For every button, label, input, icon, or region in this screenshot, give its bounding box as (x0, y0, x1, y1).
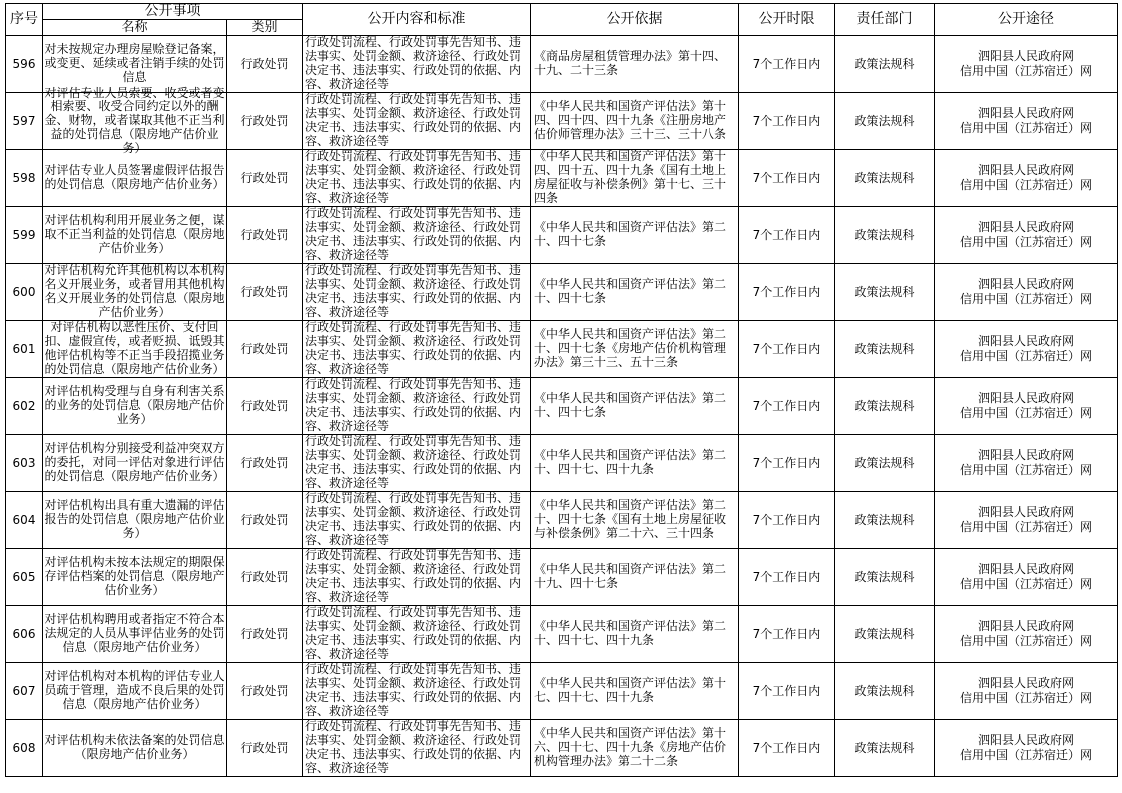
cell-channel (935, 492, 1118, 549)
header-basis: 公开依据 (531, 4, 739, 36)
cell-channel (935, 720, 1118, 777)
cell-content (303, 606, 531, 663)
cell-name-text: 对评估专业人员签署虚假评估报告的处罚信息（限房地产估价业务） (44, 163, 225, 191)
cell-name-text: 对评估机构未按本法规定的期限保存评估档案的处罚信息（限房地产估价业务） (44, 555, 225, 597)
channel-credit-china: 信用中国（江苏宿迁）网 (959, 178, 1092, 192)
channel-credit-china: 信用中国（江苏宿迁）网 (959, 235, 1092, 249)
cell-content (303, 549, 531, 606)
cell-name-text: 对评估机构聘用或者指定不符合本法规定的人员从事评估业务的处罚信息（限房地产估价业务） (44, 612, 225, 654)
cell-name (43, 606, 227, 663)
cell-name (43, 36, 227, 93)
cell-name (43, 207, 227, 264)
cell-category (227, 150, 303, 207)
cell-channel (935, 549, 1118, 606)
cell-time (739, 378, 835, 435)
cell-content (303, 321, 531, 378)
cell-content (303, 264, 531, 321)
cell-time-text: 7个工作日内 (752, 284, 821, 299)
cell-seq (6, 264, 43, 321)
cell-dept-text: 政策法规科 (854, 227, 915, 242)
channel-credit-china: 信用中国（江苏宿迁）网 (959, 406, 1092, 420)
cell-category (227, 549, 303, 606)
channel-county-gov: 泗阳县人民政府网 (977, 448, 1074, 462)
cell-content (303, 150, 531, 207)
channel-credit-china: 信用中国（江苏宿迁）网 (959, 121, 1092, 135)
cell-category-text: 行政处罚 (240, 455, 289, 470)
cell-category-text: 行政处罚 (240, 341, 289, 356)
cell-seq-text: 603 (12, 455, 36, 470)
channel-credit-china: 信用中国（江苏宿迁）网 (959, 463, 1092, 477)
table-row (6, 606, 1118, 663)
channel-county-gov: 泗阳县人民政府网 (977, 277, 1074, 291)
cell-content (303, 720, 531, 777)
cell-name (43, 378, 227, 435)
cell-channel (935, 606, 1118, 663)
cell-dept (835, 606, 935, 663)
channel-county-gov: 泗阳县人民政府网 (977, 619, 1074, 633)
table-row (6, 435, 1118, 492)
cell-dept-text: 政策法规科 (854, 455, 915, 470)
cell-seq-text: 598 (12, 170, 36, 185)
cell-time-text: 7个工作日内 (752, 455, 821, 470)
cell-basis (531, 663, 739, 720)
cell-category-text: 行政处罚 (240, 626, 289, 641)
cell-channel (935, 93, 1118, 150)
table-row (6, 93, 1118, 150)
cell-category-text: 行政处罚 (240, 227, 289, 242)
cell-category-text: 行政处罚 (240, 740, 289, 755)
cell-time-text: 7个工作日内 (752, 626, 821, 641)
cell-dept-text: 政策法规科 (854, 740, 915, 755)
channel-county-gov: 泗阳县人民政府网 (977, 49, 1074, 63)
cell-seq (6, 93, 43, 150)
cell-content-text: 行政处罚流程、行政处罚事先告知书、违法事实、处罚金额、救济途径、行政处罚决定书、违法事实、行政处罚的依据、内容、救济途径等 (305, 605, 522, 661)
channel-county-gov: 泗阳县人民政府网 (977, 163, 1074, 177)
cell-seq (6, 549, 43, 606)
cell-name-text: 对未按规定办理房屋赊登记备案，或变更、延续或者注销手续的处罚信息 (44, 42, 225, 84)
cell-seq-text: 607 (12, 683, 36, 698)
cell-basis (531, 93, 739, 150)
cell-time (739, 264, 835, 321)
table-row (6, 264, 1118, 321)
cell-seq (6, 492, 43, 549)
channel-county-gov: 泗阳县人民政府网 (977, 220, 1074, 234)
cell-seq-text: 605 (12, 569, 36, 584)
cell-time (739, 720, 835, 777)
cell-dept (835, 663, 935, 720)
cell-basis (531, 150, 739, 207)
cell-name-text: 对评估机构受理与自身有利害关系的业务的处罚信息（限房地产估价业务） (44, 384, 225, 426)
header-category: 类别 (227, 20, 303, 36)
cell-content (303, 492, 531, 549)
cell-category (227, 207, 303, 264)
disclosure-table (5, 3, 1118, 777)
cell-time (739, 435, 835, 492)
cell-basis-text: 《中华人民共和国资产评估法》第二十、四十七条《房地产估价机构管理办法》第三十三、五十三条 (534, 327, 727, 369)
cell-category (227, 93, 303, 150)
cell-category (227, 663, 303, 720)
cell-category (227, 378, 303, 435)
cell-name-text: 对评估机构分别接受利益冲突双方的委托，对同一评估对象进行评估的处罚信息（限房地产估价业务） (44, 441, 225, 483)
cell-dept (835, 264, 935, 321)
channel-credit-china: 信用中国（江苏宿迁）网 (959, 520, 1092, 534)
cell-name-text: 对评估机构对本机构的评估专业人员疏于管理，造成不良后果的处罚信息（限房地产估价业务） (44, 669, 225, 711)
cell-name (43, 720, 227, 777)
cell-name (43, 549, 227, 606)
cell-dept-text: 政策法规科 (854, 170, 915, 185)
table-row (6, 36, 1118, 93)
cell-channel (935, 36, 1118, 93)
cell-dept (835, 492, 935, 549)
cell-content-text: 行政处罚流程、行政处罚事先告知书、违法事实、处罚金额、救济途径、行政处罚决定书、违法事实、行政处罚的依据、内容、救济途径等 (305, 149, 522, 205)
cell-channel (935, 150, 1118, 207)
cell-basis-text: 《中华人民共和国资产评估法》第二十、四十七条《国有土地上房屋征收与补偿条例》第二十六、三十四条 (534, 498, 727, 540)
cell-dept (835, 720, 935, 777)
cell-basis (531, 264, 739, 321)
cell-dept (835, 321, 935, 378)
cell-time (739, 36, 835, 93)
cell-content-text: 行政处罚流程、行政处罚事先告知书、违法事实、处罚金额、救济途径、行政处罚决定书、违法事实、行政处罚的依据、内容、救济途径等 (305, 719, 522, 775)
header-seq: 序号 (6, 4, 43, 36)
table-row (6, 150, 1118, 207)
cell-channel (935, 663, 1118, 720)
cell-time (739, 606, 835, 663)
cell-seq-text: 606 (12, 626, 36, 641)
cell-seq (6, 150, 43, 207)
header-dept: 责任部门 (835, 4, 935, 36)
cell-category (227, 36, 303, 93)
cell-basis-text: 《中华人民共和国资产评估法》第十四、四十四、四十九条《注册房地产估价师管理办法》三十三、三十八条 (534, 99, 727, 141)
cell-channel (935, 207, 1118, 264)
cell-channel (935, 264, 1118, 321)
cell-seq (6, 606, 43, 663)
channel-county-gov: 泗阳县人民政府网 (977, 676, 1074, 690)
channel-county-gov: 泗阳县人民政府网 (977, 106, 1074, 120)
cell-content (303, 93, 531, 150)
channel-county-gov: 泗阳县人民政府网 (977, 391, 1074, 405)
cell-dept (835, 378, 935, 435)
cell-name-text: 对评估机构以恶性压价、支付回扣、虚假宣传，或者贬损、诋毁其他评估机构等不正当手段招揽业务的处罚信息（限房地产估价业务） (44, 320, 225, 376)
cell-time (739, 663, 835, 720)
cell-time-text: 7个工作日内 (752, 398, 821, 413)
cell-content-text: 行政处罚流程、行政处罚事先告知书、违法事实、处罚金额、救济途径、行政处罚决定书、违法事实、行政处罚的依据、内容、救济途径等 (305, 320, 522, 376)
cell-name-text: 对评估机构利用开展业务之便，谋取不正当利益的处罚信息（限房地产估价业务） (44, 213, 225, 255)
channel-credit-china: 信用中国（江苏宿迁）网 (959, 634, 1092, 648)
cell-dept-text: 政策法规科 (854, 398, 915, 413)
cell-time (739, 549, 835, 606)
channel-credit-china: 信用中国（江苏宿迁）网 (959, 748, 1092, 762)
cell-basis (531, 36, 739, 93)
cell-time (739, 93, 835, 150)
cell-seq-text: 599 (12, 227, 36, 242)
cell-basis-text: 《商品房屋租赁管理办法》第十四、十九、二十三条 (534, 49, 727, 77)
header-name: 名称 (43, 20, 227, 36)
cell-content (303, 36, 531, 93)
cell-dept-text: 政策法规科 (854, 284, 915, 299)
cell-dept-text: 政策法规科 (854, 569, 915, 584)
cell-basis (531, 720, 739, 777)
cell-time-text: 7个工作日内 (752, 56, 821, 71)
cell-time (739, 492, 835, 549)
cell-category (227, 321, 303, 378)
cell-name-text: 对评估机构出具有重大遗漏的评估报告的处罚信息（限房地产估价业务） (44, 498, 225, 540)
cell-name-text: 对评估机构允许其他机构以本机构名义开展业务，或者冒用其他机构名义开展业务的处罚信息（限房地产估价业务） (44, 263, 225, 319)
cell-category-text: 行政处罚 (240, 512, 289, 527)
cell-basis-text: 《中华人民共和国资产评估法》第二十、四十七、四十九条 (534, 448, 727, 476)
cell-basis (531, 207, 739, 264)
cell-name (43, 663, 227, 720)
cell-time-text: 7个工作日内 (752, 170, 821, 185)
cell-category (227, 720, 303, 777)
cell-time-text: 7个工作日内 (752, 740, 821, 755)
header-content: 公开内容和标准 (303, 4, 531, 36)
cell-category (227, 264, 303, 321)
cell-basis (531, 435, 739, 492)
table-row (6, 207, 1118, 264)
cell-category (227, 606, 303, 663)
cell-dept (835, 207, 935, 264)
cell-seq-text: 604 (12, 512, 36, 527)
cell-basis-text: 《中华人民共和国资产评估法》第十四、四十五、四十九条《国有土地上房屋征收与补偿条例》第十七、三十四条 (534, 149, 727, 205)
cell-name (43, 150, 227, 207)
cell-seq-text: 602 (12, 398, 36, 413)
channel-credit-china: 信用中国（江苏宿迁）网 (959, 64, 1092, 78)
cell-category-text: 行政处罚 (240, 398, 289, 413)
cell-category-text: 行政处罚 (240, 569, 289, 584)
channel-credit-china: 信用中国（江苏宿迁）网 (959, 292, 1092, 306)
cell-seq-text: 596 (12, 56, 36, 71)
cell-channel (935, 378, 1118, 435)
cell-category (227, 435, 303, 492)
cell-time (739, 150, 835, 207)
cell-seq (6, 321, 43, 378)
cell-content (303, 435, 531, 492)
cell-time-text: 7个工作日内 (752, 341, 821, 356)
cell-name-text: 对评估专业人员索要、收受或者变相索要、收受合同约定以外的酬金、财物，或者谋取其他不正当利益的处罚信息（限房地产估价业务） (44, 85, 225, 155)
cell-basis-text: 《中华人民共和国资产评估法》第二十九、四十七条 (534, 562, 727, 590)
cell-content (303, 207, 531, 264)
cell-name (43, 85, 227, 155)
cell-category-text: 行政处罚 (240, 56, 289, 71)
channel-county-gov: 泗阳县人民政府网 (977, 334, 1074, 348)
cell-basis (531, 321, 739, 378)
cell-dept-text: 政策法规科 (854, 341, 915, 356)
cell-dept-text: 政策法规科 (854, 512, 915, 527)
table-row (6, 378, 1118, 435)
cell-channel (935, 321, 1118, 378)
cell-basis-text: 《中华人民共和国资产评估法》第二十、四十七、四十九条 (534, 619, 727, 647)
cell-seq (6, 435, 43, 492)
cell-content-text: 行政处罚流程、行政处罚事先告知书、违法事实、处罚金额、救济途径、行政处罚决定书、违法事实、行政处罚的依据、内容、救济途径等 (305, 35, 522, 91)
channel-county-gov: 泗阳县人民政府网 (977, 733, 1074, 747)
cell-dept (835, 36, 935, 93)
cell-time-text: 7个工作日内 (752, 512, 821, 527)
cell-basis (531, 549, 739, 606)
header-channel: 公开途径 (935, 4, 1118, 36)
header-time: 公开时限 (739, 4, 835, 36)
cell-name (43, 321, 227, 378)
cell-dept (835, 93, 935, 150)
cell-dept-text: 政策法规科 (854, 683, 915, 698)
cell-time-text: 7个工作日内 (752, 683, 821, 698)
cell-content-text: 行政处罚流程、行政处罚事先告知书、违法事实、处罚金额、救济途径、行政处罚决定书、违法事实、行政处罚的依据、内容、救济途径等 (305, 263, 522, 319)
cell-name (43, 435, 227, 492)
cell-basis-text: 《中华人民共和国资产评估法》第十七、四十七、四十九条 (534, 676, 727, 704)
cell-time (739, 321, 835, 378)
cell-seq (6, 663, 43, 720)
channel-credit-china: 信用中国（江苏宿迁）网 (959, 349, 1092, 363)
cell-seq-text: 600 (12, 284, 36, 299)
cell-time-text: 7个工作日内 (752, 227, 821, 242)
cell-channel (935, 435, 1118, 492)
table-row (6, 720, 1118, 777)
cell-seq (6, 720, 43, 777)
channel-credit-china: 信用中国（江苏宿迁）网 (959, 577, 1092, 591)
cell-category (227, 492, 303, 549)
cell-content-text: 行政处罚流程、行政处罚事先告知书、违法事实、处罚金额、救济途径、行政处罚决定书、违法事实、行政处罚的依据、内容、救济途径等 (305, 662, 522, 718)
header-item-group: 公开事项 (43, 4, 303, 20)
cell-seq-text: 601 (12, 341, 36, 356)
cell-time (739, 207, 835, 264)
cell-content-text: 行政处罚流程、行政处罚事先告知书、违法事实、处罚金额、救济途径、行政处罚决定书、违法事实、行政处罚的依据、内容、救济途径等 (305, 491, 522, 547)
table-body (6, 36, 1118, 777)
cell-dept (835, 549, 935, 606)
cell-seq-text: 597 (12, 113, 36, 128)
cell-content-text: 行政处罚流程、行政处罚事先告知书、违法事实、处罚金额、救济途径、行政处罚决定书、违法事实、行政处罚的依据、内容、救济途径等 (305, 92, 522, 148)
cell-name (43, 492, 227, 549)
channel-county-gov: 泗阳县人民政府网 (977, 505, 1074, 519)
table-row (6, 549, 1118, 606)
cell-seq (6, 378, 43, 435)
cell-category-text: 行政处罚 (240, 683, 289, 698)
cell-dept-text: 政策法规科 (854, 113, 915, 128)
cell-content-text: 行政处罚流程、行政处罚事先告知书、违法事实、处罚金额、救济途径、行政处罚决定书、违法事实、行政处罚的依据、内容、救济途径等 (305, 206, 522, 262)
cell-category-text: 行政处罚 (240, 113, 289, 128)
cell-time-text: 7个工作日内 (752, 569, 821, 584)
cell-dept (835, 435, 935, 492)
cell-dept-text: 政策法规科 (854, 56, 915, 71)
cell-basis-text: 《中华人民共和国资产评估法》第十六、四十七、四十九条《房地产估价机构管理办法》第二十二条 (534, 726, 727, 768)
cell-category-text: 行政处罚 (240, 170, 289, 185)
cell-content-text: 行政处罚流程、行政处罚事先告知书、违法事实、处罚金额、救济途径、行政处罚决定书、违法事实、行政处罚的依据、内容、救济途径等 (305, 548, 522, 604)
cell-basis (531, 492, 739, 549)
cell-dept-text: 政策法规科 (854, 626, 915, 641)
cell-seq (6, 207, 43, 264)
cell-content-text: 行政处罚流程、行政处罚事先告知书、违法事实、处罚金额、救济途径、行政处罚决定书、违法事实、行政处罚的依据、内容、救济途径等 (305, 434, 522, 490)
cell-basis-text: 《中华人民共和国资产评估法》第二十、四十七条 (534, 391, 727, 419)
channel-credit-china: 信用中国（江苏宿迁）网 (959, 691, 1092, 705)
cell-content (303, 663, 531, 720)
table-row (6, 492, 1118, 549)
cell-seq (6, 36, 43, 93)
cell-category-text: 行政处罚 (240, 284, 289, 299)
cell-dept (835, 150, 935, 207)
cell-name (43, 264, 227, 321)
table-row (6, 663, 1118, 720)
table-row (6, 321, 1118, 378)
cell-basis-text: 《中华人民共和国资产评估法》第二十、四十七条 (534, 277, 727, 305)
cell-content (303, 378, 531, 435)
cell-name-text: 对评估机构未依法备案的处罚信息（限房地产估价业务） (44, 733, 225, 761)
cell-content-text: 行政处罚流程、行政处罚事先告知书、违法事实、处罚金额、救济途径、行政处罚决定书、违法事实、行政处罚的依据、内容、救济途径等 (305, 377, 522, 433)
cell-basis-text: 《中华人民共和国资产评估法》第二十、四十七条 (534, 220, 727, 248)
cell-time-text: 7个工作日内 (752, 113, 821, 128)
channel-county-gov: 泗阳县人民政府网 (977, 562, 1074, 576)
cell-basis (531, 378, 739, 435)
cell-basis (531, 606, 739, 663)
cell-seq-text: 608 (12, 740, 36, 755)
